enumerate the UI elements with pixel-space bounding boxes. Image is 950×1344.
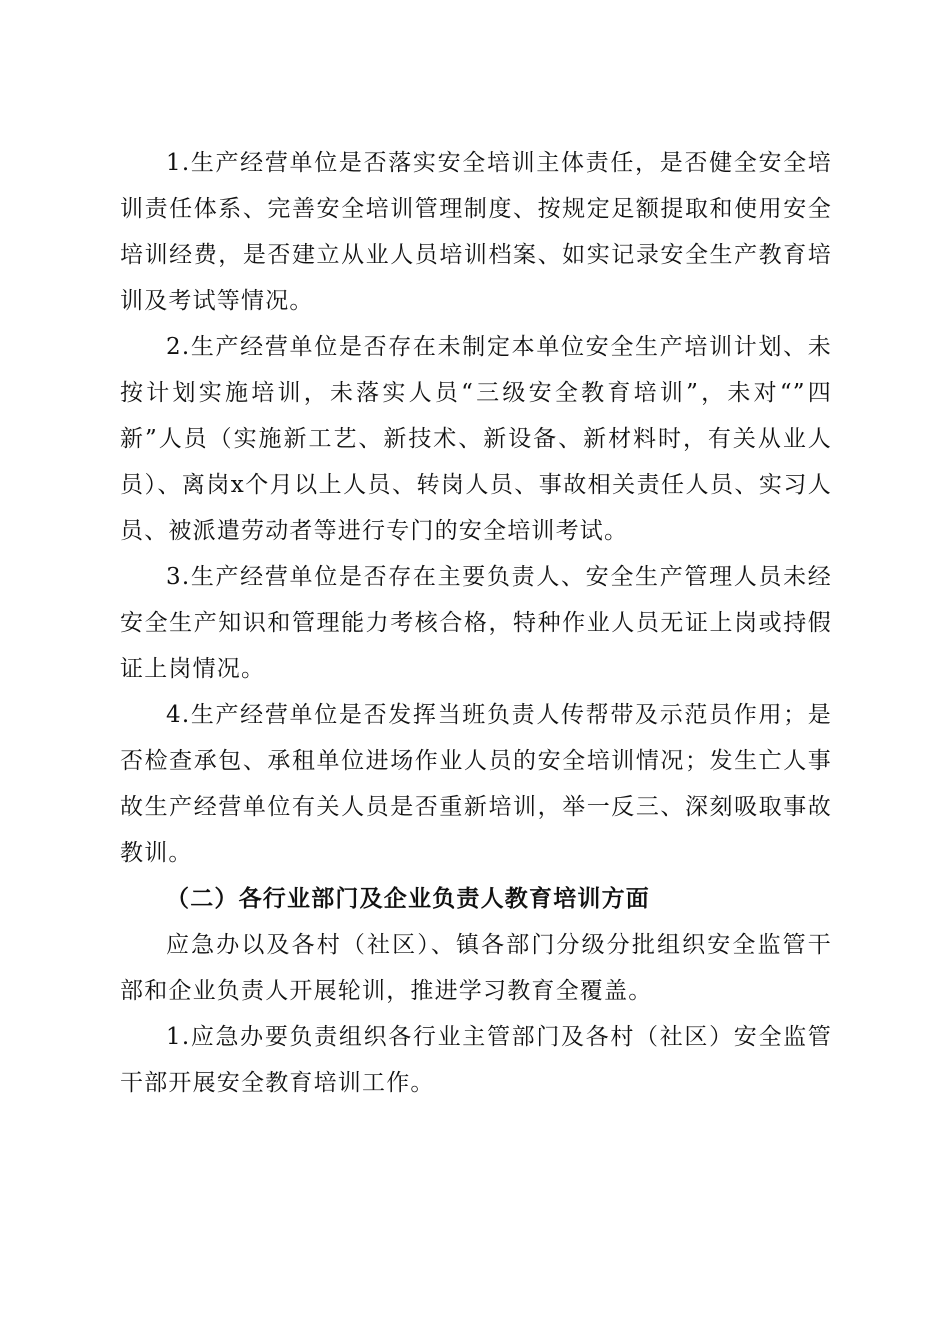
document-page [120, 140, 832, 1106]
paragraph-item-2: 2.生产经营单位是否存在未制定本单位安全生产培训计划、未按计划实施培训，未落实人员“三级安全教育培训”，未对“”四新”人员（实施新工艺、新技术、新设备、新材料时，有关从业人员）、离岗x个月以上人员、转岗人员、事故相关责任人员、实习人员、被派遣劳动者等进行专门的安全培训考试。 [120, 334, 832, 544]
paragraph-item-4: 4.生产经营单位是否发挥当班负责人传帮带及示范员作用；是否检查承包、承租单位进场作业人员的安全培训情况；发生亡人事故生产经营单位有关人员是否重新培训，举一反三、深刻吸取事故教训。 [120, 702, 832, 866]
paragraph-item-1: 1.生产经营单位是否落实安全培训主体责任，是否健全安全培训责任体系、完善安全培训管理制度、按规定足额提取和使用安全培训经费，是否建立从业人员培训档案、如实记录安全生产教育培训及考试等情况。 [120, 150, 832, 314]
paragraph-item-5: 1.应急办要负责组织各行业主管部门及各村（社区）安全监管干部开展安全教育培训工作。 [120, 1024, 832, 1096]
paragraph-item-3: 3.生产经营单位是否存在主要负责人、安全生产管理人员未经安全生产知识和管理能力考核合格，特种作业人员无证上岗或持假证上岗情况。 [120, 564, 832, 682]
paragraph-intro: 应急办以及各村（社区）、镇各部门分级分批组织安全监管干部和企业负责人开展轮训，推进学习教育全覆盖。 [120, 932, 832, 1004]
section-heading: （二）各行业部门及企业负责人教育培训方面 [166, 885, 650, 912]
